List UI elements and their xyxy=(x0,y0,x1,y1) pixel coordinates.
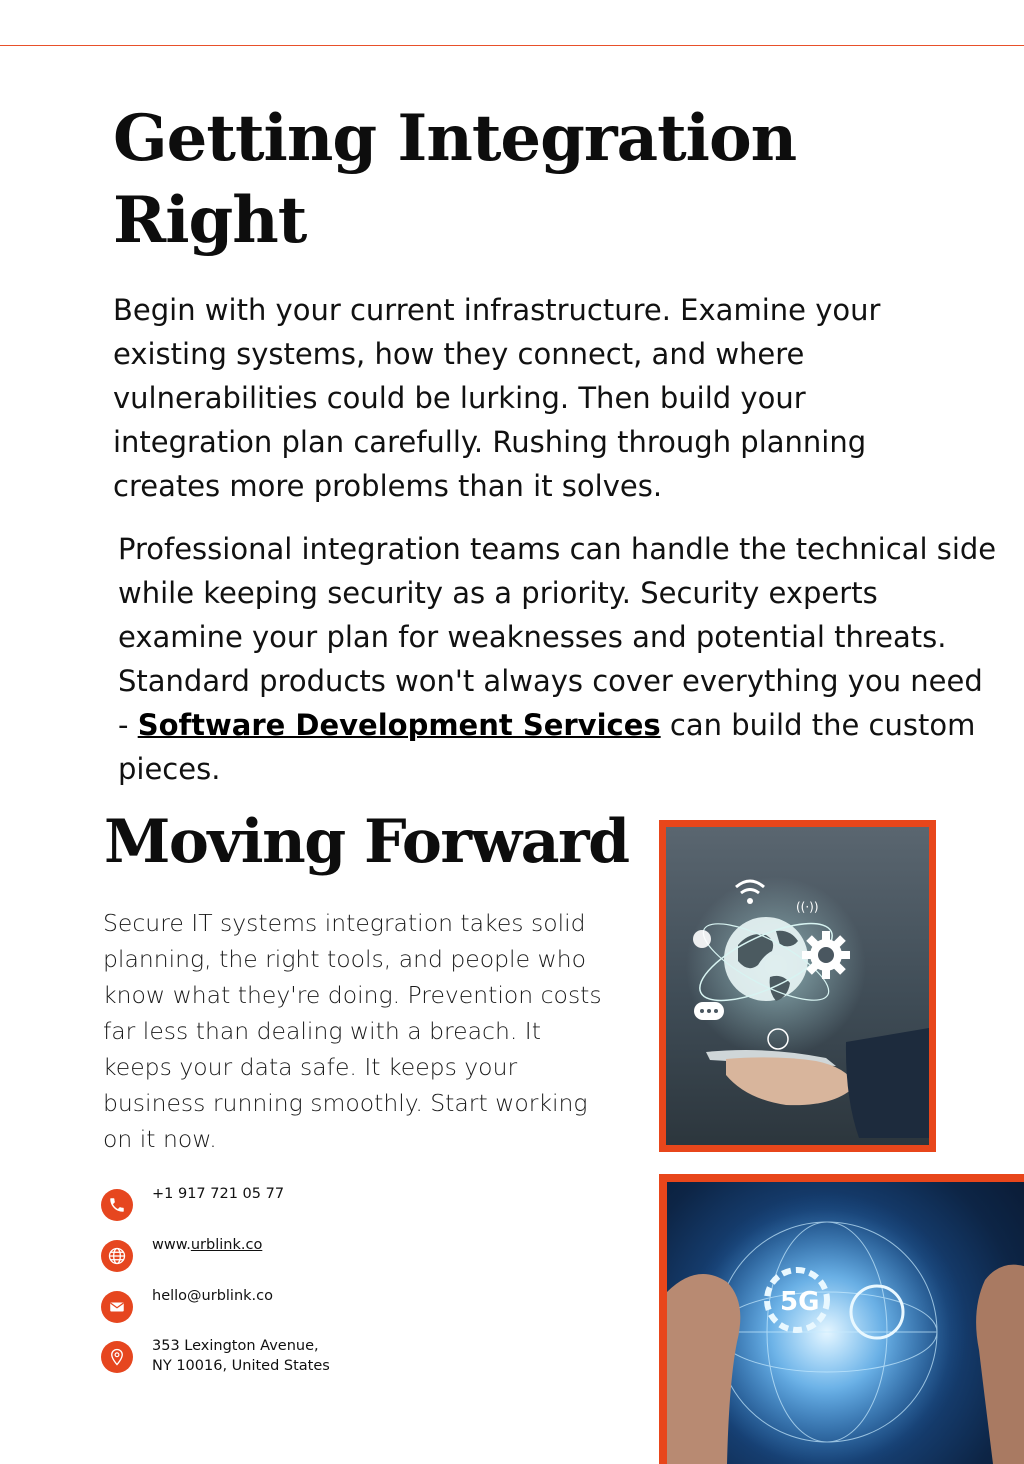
photo-frame-5g xyxy=(659,1174,1024,1464)
map-pin-icon xyxy=(101,1341,133,1373)
paragraph-text: Professional integration teams can handle the technical side while keeping security as a priority. Security experts examine your plan for weaknesses and potential threats. Standard products won't always cover everything you need - xyxy=(118,532,997,742)
paragraph-professional-teams xyxy=(118,527,998,791)
globe-icon xyxy=(101,1240,133,1272)
contact-website[interactable] xyxy=(101,1237,461,1272)
software-development-services-link[interactable]: Software Development Services xyxy=(137,708,661,742)
address-line-1: 353 Lexington Avenue, xyxy=(152,1338,319,1354)
svg-text:((·)): ((·)) xyxy=(796,900,819,914)
paragraph-moving-forward: Secure IT systems integration takes solid planning, the right tools, and people who know what they're doing. Prevention costs far less than dealing with a breach. It keeps your data safe. It keeps your business running smoothly. Start working on it now. xyxy=(103,909,602,1153)
contact-email[interactable] xyxy=(101,1288,461,1323)
website-text xyxy=(152,1235,262,1255)
phone-icon xyxy=(101,1189,133,1221)
top-rule xyxy=(0,45,1024,46)
envelope-icon xyxy=(101,1291,133,1323)
website-link[interactable]: urblink.co xyxy=(190,1237,263,1253)
section-heading-integration: Getting Integration Right xyxy=(113,101,797,258)
hands-around-glowing-5g-globe xyxy=(667,1182,1024,1464)
email-address: hello@urblink.co xyxy=(152,1288,273,1304)
website-prefix: www. xyxy=(152,1237,191,1253)
hand-holding-phone-with-network-icons xyxy=(666,827,929,1145)
address-line-2: NY 10016, United States xyxy=(152,1358,330,1374)
paragraph-infrastructure: Begin with your current infrastructure. Examine your existing systems, how they connect, and where vulnerabilities could be lurking. Then build your integration plan carefully. Rushing through planning creates more problems than it solves. xyxy=(113,293,881,503)
svg-text:5G: 5G xyxy=(780,1287,820,1317)
contact-phone[interactable] xyxy=(101,1186,461,1221)
address-text xyxy=(152,1336,330,1376)
paragraph-text-end: can build the custom pieces. xyxy=(118,708,976,786)
photo-frame-network xyxy=(659,820,936,1152)
phone-number: +1 917 721 05 77 xyxy=(152,1186,285,1202)
section-heading-moving-forward: Moving Forward xyxy=(104,807,629,877)
contact-address xyxy=(101,1338,461,1376)
